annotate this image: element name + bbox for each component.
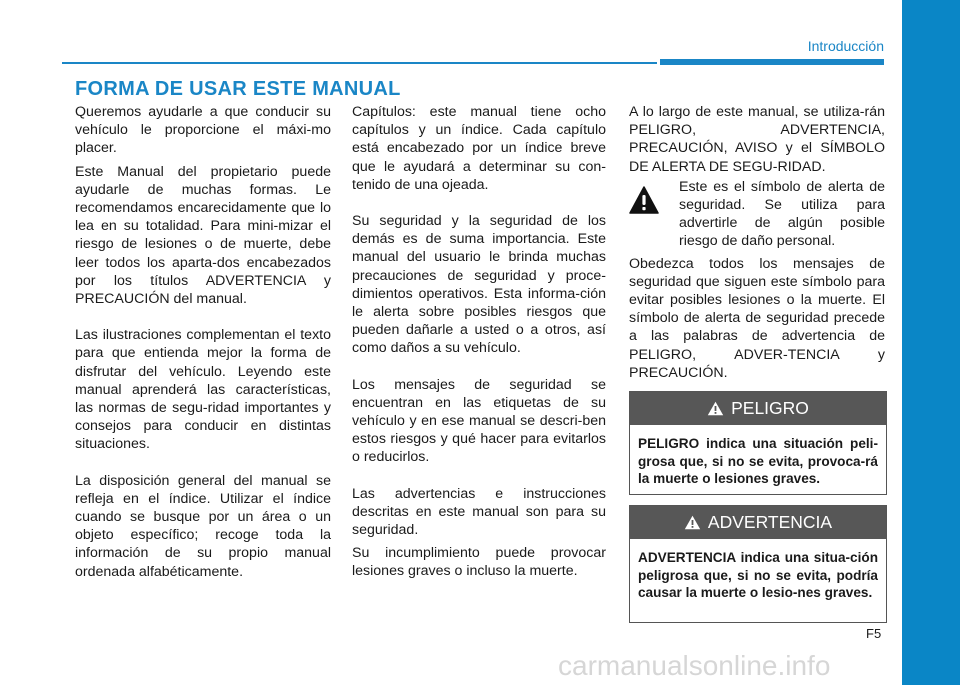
- section-label: Introducción: [807, 38, 884, 54]
- danger-notice-text: PELIGRO indica una situación peli-grosa que, si no se evita, provoca-rá la muerte o lesiones graves.: [638, 436, 878, 487]
- page-title: FORMA DE USAR ESTE MANUAL: [75, 78, 401, 100]
- column-1: [75, 103, 331, 581]
- chapter-side-bar: [902, 0, 960, 685]
- paragraph: Los mensajes de seguridad se encuentran en las etiquetas de su vehículo y en ese manual se descri-ben estos riesgos y qué hacer para evitarlos o reducirlos.: [352, 376, 606, 466]
- watermark: carmanualsonline.info: [558, 650, 831, 681]
- header-rule-accent: [660, 59, 884, 65]
- paragraph: Las advertencias e instrucciones descritas en este manual son para su seguridad.: [352, 485, 606, 539]
- warning-triangle-icon: [629, 178, 679, 251]
- paragraph: Capítulos: este manual tiene ocho capítulos y un índice. Cada capítulo está encabezado por un índice breve que le ayudará a determinar su con-tenido de una ojeada.: [352, 104, 606, 193]
- warning-notice: [629, 505, 887, 623]
- warning-notice-text: ADVERTENCIA indica una situa-ción peligrosa que, si no se evita, podría causar la muerte o lesio-nes graves.: [638, 550, 878, 601]
- warning-notice-header: [630, 506, 886, 539]
- paragraph: Este Manual del propietario puede ayudarle de muchas formas. Le recomendamos encarecidamente que lo lea en su totalidad. Para mini-mizar el riesgo de lesiones o de muerte, debe leer todos los aparta-dos encabezados por los títulos ADVERTENCIA y PRECAUCIÓN del manual.: [75, 163, 331, 308]
- column-2: [352, 103, 606, 581]
- danger-notice-header: [630, 392, 886, 425]
- warning-triangle-icon: [707, 401, 724, 416]
- warning-notice-label: ADVERTENCIA: [707, 512, 833, 532]
- column-3: [629, 103, 885, 382]
- paragraph: Las ilustraciones complementan el texto para que entienda mejor la forma de disfrutar del vehículo. Leyendo este manual aprenderá las características, las normas de segu-ridad importantes y consejos para conducir en distintas situaciones.: [75, 327, 331, 453]
- paragraph: A lo largo de este manual, se utiliza-rán PELIGRO, ADVERTENCIA, PRECAUCIÓN, AVISO y el SÍMBOLO DE ALERTA DE SEGU-RIDAD.: [629, 104, 885, 175]
- paragraph: Su incumplimiento puede provocar lesiones graves o incluso la muerte.: [352, 545, 606, 580]
- paragraph: Obedezca todos los mensajes de seguridad que siguen este símbolo para evitar posibles lesiones o la muerte. El símbolo de alerta de seguridad precede a las palabras de advertencia de PELIGRO, ADVER-TENCIA y PRECAUCIÓN.: [629, 255, 885, 381]
- header-rule: [62, 62, 657, 64]
- paragraph: Queremos ayudarle a que conducir su vehículo le proporcione el máxi-mo placer.: [75, 104, 331, 157]
- page-number: F5: [866, 626, 882, 641]
- paragraph: Su seguridad y la seguridad de los demás es de suma importancia. Este manual del usuario le brinda muchas precauciones de seguridad y proce-dimientos operativos. Esta informa-ción le alerta sobre posibles riesgos que pueden dañarle a usted o a otros, así como daños a su vehículo.: [352, 213, 606, 357]
- safety-alert-symbol-row: [629, 178, 885, 251]
- danger-notice-label: PELIGRO: [731, 398, 809, 418]
- danger-notice: [629, 391, 887, 495]
- symbol-description: Este es el símbolo de alerta de seguridad. Se utiliza para advertirle de algún posible riesgo de daño personal.: [679, 178, 885, 250]
- warning-triangle-icon: [684, 515, 701, 530]
- paragraph: La disposición general del manual se refleja en el índice. Utilizar el índice cuando se busque por un área o un objeto específico; recoge toda la información de su propio manual ordenada alfabéticamente.: [75, 472, 331, 580]
